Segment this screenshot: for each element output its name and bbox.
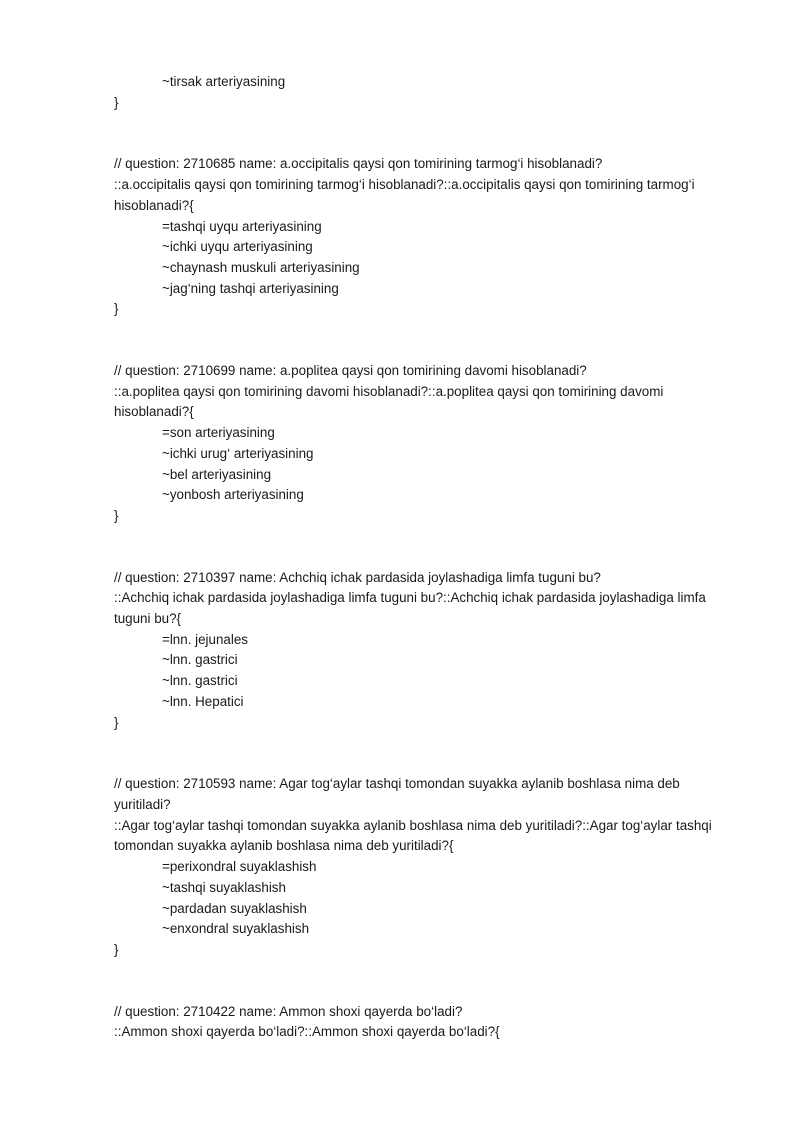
answer-option: ~tashqi suyaklashish: [162, 879, 286, 895]
answer-option: =lnn. jejunales: [162, 631, 248, 647]
answer-option: ~lnn. gastrici: [162, 673, 238, 689]
question-header: // question: 2710397 name: Achchiq ichak pardasida joylashadiga limfa tuguni bu?: [114, 569, 601, 585]
answer-option: ~jag‘ning tashqi arteriyasining: [162, 280, 339, 296]
question-body: ::Achchiq ichak pardasida joylashadiga limfa tuguni bu?::Achchiq ichak pardasida joylashadiga limfa tuguni bu?{: [114, 590, 706, 627]
question-header: // question: 2710422 name: Ammon shoxi qayerda bo‘ladi?: [114, 1003, 463, 1019]
answer-option: ~lnn. gastrici: [162, 652, 238, 668]
answer-option: ~pardadan suyaklashish: [162, 900, 307, 916]
answer-option: =tashqi uyqu arteriyasining: [162, 218, 322, 234]
answer-option: ~lnn. Hepatici: [162, 693, 244, 709]
question-block: [114, 361, 724, 527]
top-fragment: [114, 72, 724, 113]
question-body: ::a.poplitea qaysi qon tomirining davomi hisoblanadi?::a.poplitea qaysi qon tomirining davomi hisoblanadi?{: [114, 383, 664, 420]
answer-option: =son arteriyasining: [162, 425, 275, 441]
question-header: // question: 2710593 name: Agar tog‘aylar tashqi tomondan suyakka aylanib boshlasa nima deb yuritiladi?: [114, 776, 680, 812]
question-block: [114, 1002, 724, 1043]
answer-option: ~ichki uyqu arteriyasining: [162, 239, 313, 255]
question-body: ::Agar tog‘aylar tashqi tomondan suyakka aylanib boshlasa nima deb yuritiladi?::Agar tog‘aylar tashqi tomondan suyakka aylanib boshlasa nima deb yuritiladi?{: [114, 817, 712, 854]
answer-option: ~bel arteriyasining: [162, 466, 272, 482]
answer-option: ~tirsak arteriyasining: [162, 74, 286, 89]
closing-brace: }: [114, 507, 119, 523]
answer-option: ~chaynash muskuli arteriyasining: [162, 259, 360, 275]
answer-option: ~enxondral suyaklashish: [162, 921, 310, 937]
question-block: [114, 568, 724, 734]
question-header: // question: 2710685 name: a.occipitalis qaysi qon tomirining tarmog‘i hisoblanadi?: [114, 156, 603, 172]
closing-brace: }: [114, 94, 119, 110]
question-body: ::Ammon shoxi qayerda bo‘ladi?::Ammon shoxi qayerda bo‘ladi?{: [114, 1024, 500, 1040]
question-header: // question: 2710699 name: a.poplitea qaysi qon tomirining davomi hisoblanadi?: [114, 363, 587, 379]
question-block: [114, 154, 724, 320]
question-block: [114, 774, 724, 960]
question-body: ::a.occipitalis qaysi qon tomirining tarmog‘i hisoblanadi?::a.occipitalis qaysi qon tomirining tarmog‘i hisoblanadi?{: [114, 177, 695, 213]
document-page: [114, 72, 724, 1043]
answer-option: =perixondral suyaklashish: [162, 859, 317, 875]
answer-option: ~yonbosh arteriyasining: [162, 487, 304, 503]
closing-brace: }: [114, 941, 119, 957]
closing-brace: }: [114, 301, 119, 317]
closing-brace: }: [114, 714, 119, 730]
answer-option: ~ichki urug‘ arteriyasining: [162, 445, 314, 461]
